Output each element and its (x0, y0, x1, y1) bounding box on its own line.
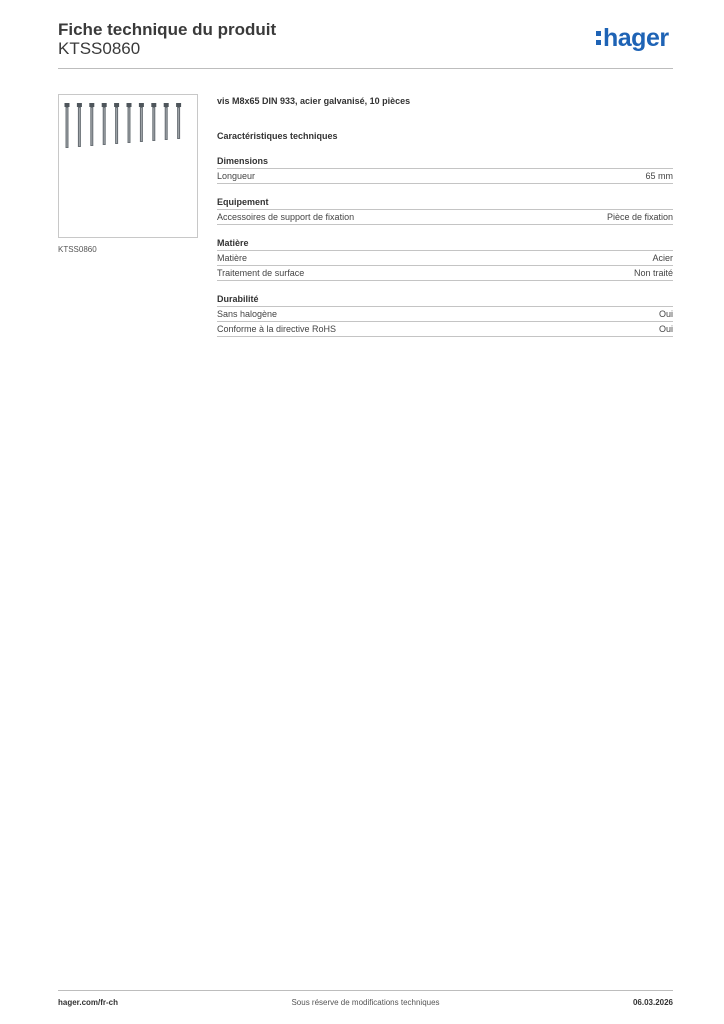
section-dimensions (217, 155, 673, 184)
product-details (217, 94, 673, 337)
spec-row (217, 266, 673, 281)
screw (127, 103, 132, 143)
spec-value: Acier (652, 253, 673, 263)
screw (114, 103, 119, 144)
section-durabilite (217, 293, 673, 337)
product-image (58, 94, 198, 238)
spec-value: Oui (658, 309, 673, 319)
product-image-caption: KTSS0860 (58, 245, 97, 254)
header-divider (58, 68, 673, 69)
screw (65, 103, 70, 148)
screw (77, 103, 82, 147)
spec-label: Sans halogène (217, 309, 278, 319)
footer-disclaimer: Sous réserve de modifications techniques (291, 998, 440, 1007)
logo-text: hager (603, 24, 669, 52)
spec-label: Traitement de surface (217, 268, 305, 278)
section-title: Equipement (217, 196, 673, 210)
spec-label: Conforme à la directive RoHS (217, 324, 337, 334)
section-title: Dimensions (217, 155, 673, 169)
screws-illustration (59, 95, 199, 239)
spec-value: Oui (658, 324, 673, 334)
spec-row (217, 307, 673, 322)
screw (164, 103, 169, 140)
screw (176, 103, 181, 139)
spec-value: Pièce de fixation (606, 212, 673, 222)
page-title: Fiche technique du produit (58, 20, 277, 39)
section-equipement (217, 196, 673, 225)
technical-characteristics-title: Caractéristiques techniques (217, 131, 338, 141)
spec-value: 65 mm (645, 171, 673, 181)
screw (89, 103, 94, 146)
spec-row (217, 169, 673, 184)
product-description: vis M8x65 DIN 933, acier galvanisé, 10 pièces (217, 96, 411, 106)
product-code-header: KTSS0860 (58, 39, 141, 58)
section-title: Matière (217, 237, 673, 251)
spec-label: Longueur (217, 171, 256, 181)
logo-colon-mark (596, 31, 601, 45)
hager-logo (596, 26, 669, 51)
spec-label: Matière (217, 253, 248, 263)
section-title: Durabilité (217, 293, 673, 307)
footer-divider (58, 990, 673, 991)
spec-row (217, 251, 673, 266)
spec-label: Accessoires de support de fixation (217, 212, 355, 222)
footer-date: 06.03.2026 (632, 998, 673, 1007)
section-matiere (217, 237, 673, 281)
screw (151, 103, 156, 141)
screw (102, 103, 107, 145)
footer-website: hager.com/fr-ch (58, 998, 119, 1007)
spec-value: Non traité (633, 268, 673, 278)
spec-row (217, 210, 673, 225)
spec-row (217, 322, 673, 337)
screw (139, 103, 144, 142)
